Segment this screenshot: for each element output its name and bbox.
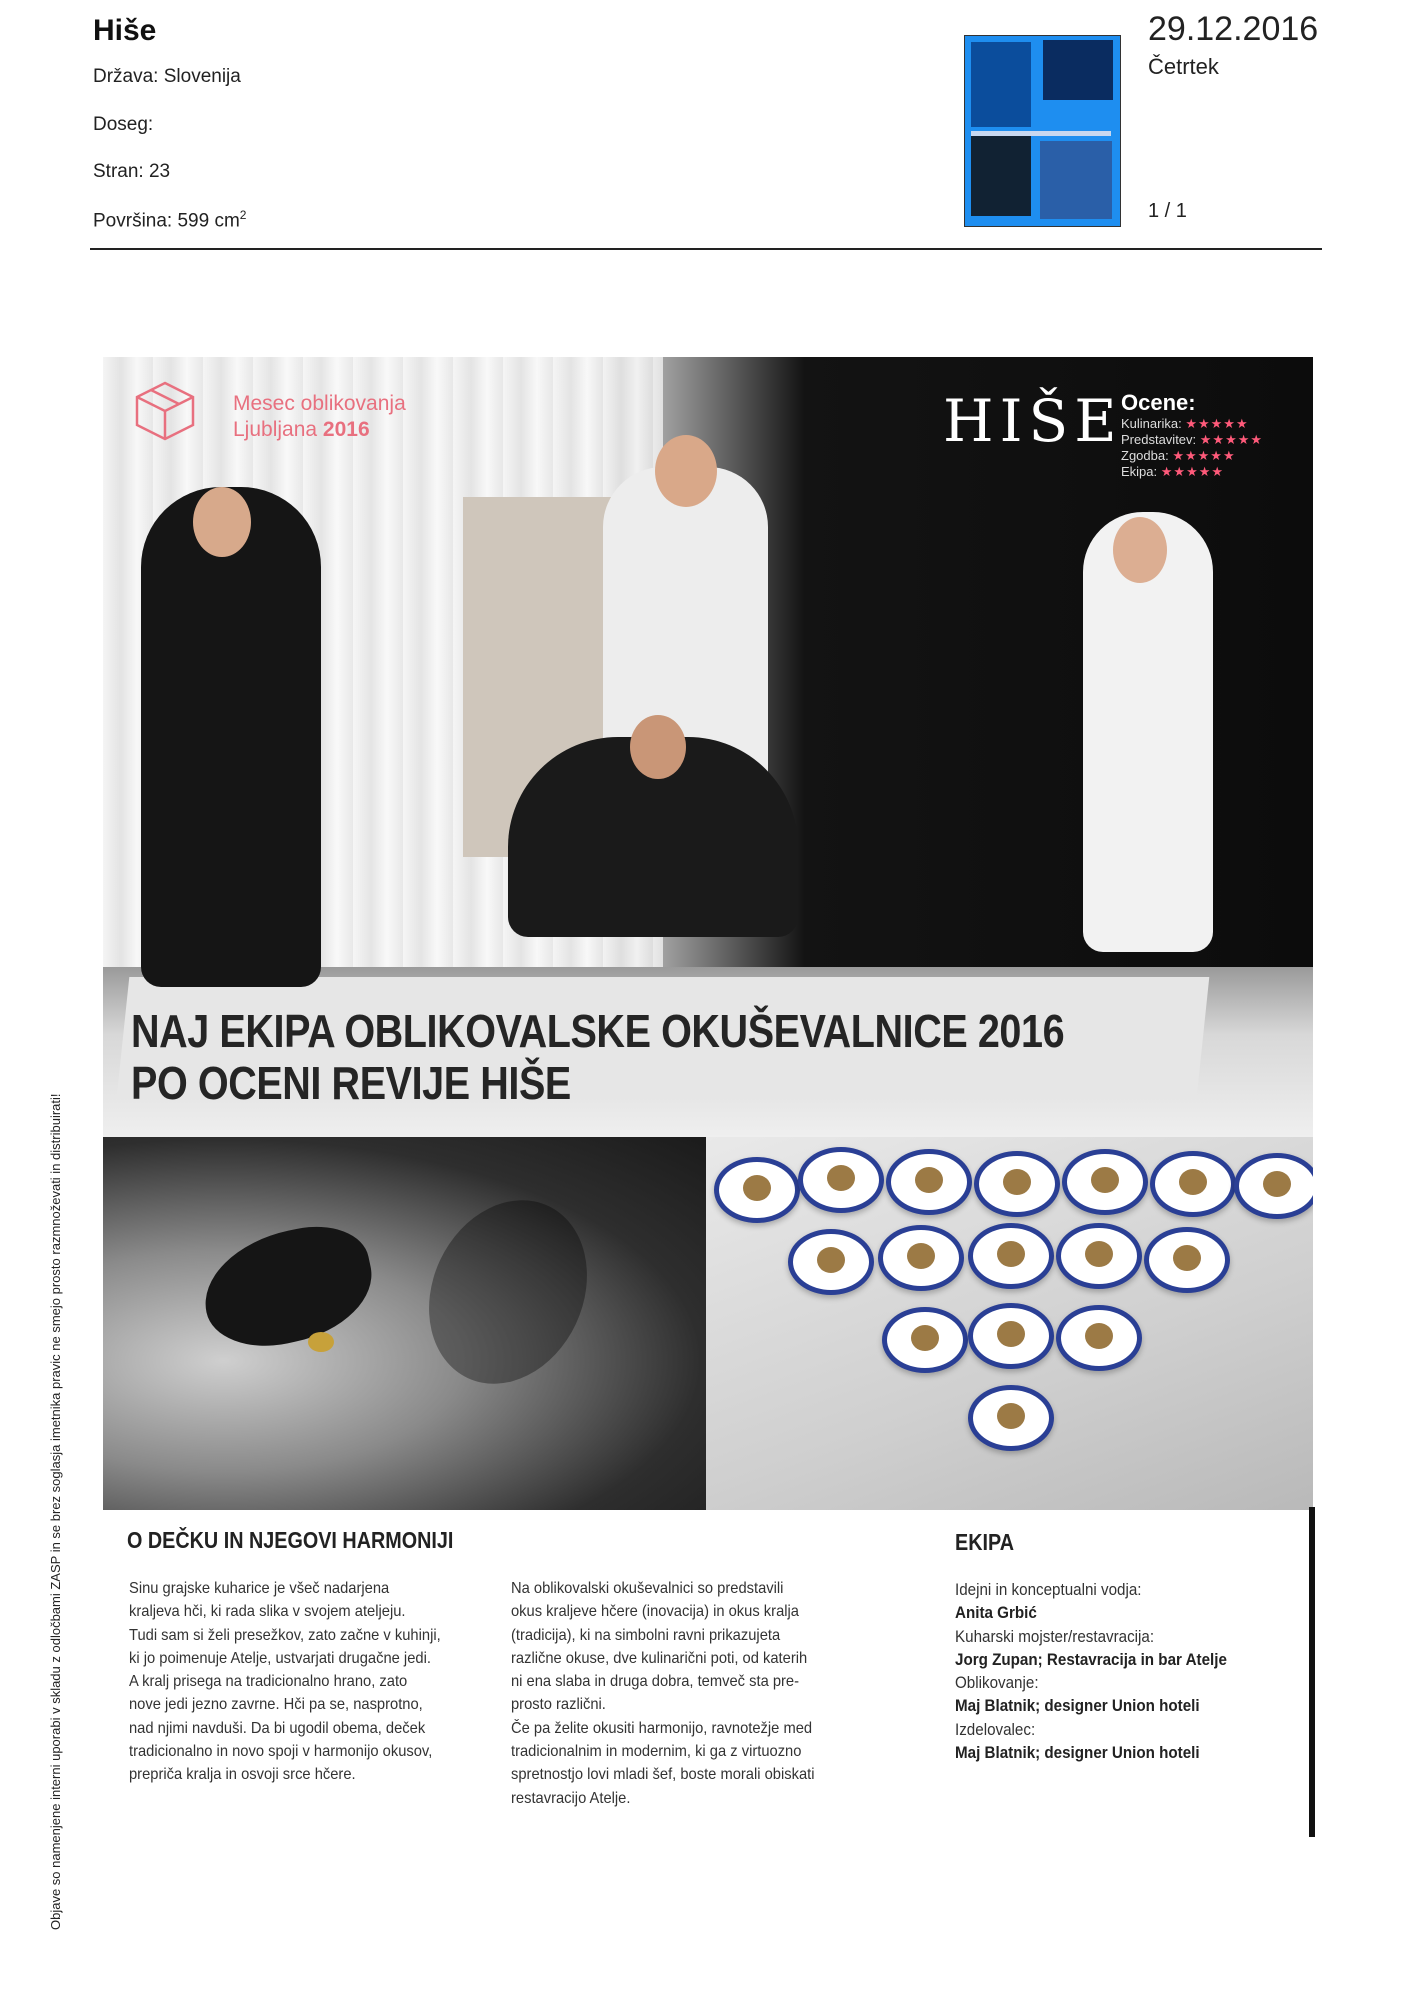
rating-label: Ekipa: [1121, 464, 1158, 479]
woman-in-black-head [193, 487, 251, 557]
team-credits [955, 1579, 1268, 1765]
rating-row [1121, 416, 1263, 432]
text-line: A kralj prisega na tradicionalno hrano, zato [129, 1673, 408, 1691]
text-line: nad njimi navduši. Da bi ugodil obema, deček [129, 1719, 426, 1737]
text-line: spretnostjo lovi mladi šef, boste morali obiskati [511, 1766, 815, 1784]
chef-head [655, 435, 717, 507]
text-line: (tradicija), ki na simbolni ravni prikazujeta [511, 1626, 781, 1644]
thumbnail-block [1043, 40, 1113, 100]
thumbnail-block [971, 42, 1031, 127]
event-city: Ljubljana [233, 418, 318, 441]
box-logo-icon [133, 379, 197, 443]
text-line: tradicionalnim in modernim, ki ga z virtuozno [511, 1743, 802, 1761]
page-thumbnail[interactable] [964, 35, 1121, 227]
text-line: kraljeva hči, ki rada slika v svojem ateljeju. [129, 1603, 406, 1621]
page-count: 1 / 1 [1148, 200, 1187, 222]
team-name: Anita Grbić [955, 1604, 1037, 1623]
plate [974, 1151, 1060, 1217]
article-clipping [103, 357, 1313, 1837]
rating-row [1121, 448, 1263, 464]
plate [1056, 1223, 1142, 1289]
text-line: okus kraljeve hčere (inovacija) in okus kralja [511, 1603, 799, 1621]
publication-title: Hiše [93, 14, 157, 47]
text-line: Tudi sam si želi presežkov, zato začne v kuhinji, [129, 1626, 441, 1644]
header-divider [90, 248, 1322, 250]
text-line: Če pa želite okusiti harmonijo, ravnotežje med [511, 1719, 813, 1737]
text-line: ki jo poimenuje Atelje, ustvarjati drugačne jedi. [129, 1649, 431, 1667]
plate [968, 1385, 1054, 1451]
publication-date: 29.12.2016 [1148, 10, 1319, 48]
text-line: nove jedi jezno zavrne. Hči pa se, nasprotno, [129, 1696, 423, 1714]
text-line: tradicionalno in novo spoji v harmonijo okusov, [129, 1743, 433, 1761]
reach-label: Doseg: [93, 114, 154, 135]
plate [886, 1149, 972, 1215]
section-title-team: EKIPA [955, 1529, 1014, 1555]
gloved-hand [193, 1216, 382, 1359]
rating-row [1121, 464, 1263, 480]
team-role: Kuharski mojster/restavracija: [955, 1627, 1155, 1646]
text-line: prepriča kralja in osvoji srce hčere. [129, 1766, 356, 1784]
plate [798, 1147, 884, 1213]
text-line: Sinu grajske kuharice je všeč nadarjena [129, 1580, 390, 1597]
page-number-label: Stran: 23 [93, 161, 171, 182]
section-title-story: O DEČKU IN NJEGOVI HARMONIJI [127, 1527, 454, 1553]
team-name: Maj Blatnik; designer Union hoteli [955, 1697, 1200, 1716]
magazine-logo: HIŠE [943, 387, 1123, 455]
text-line: restavracijo Atelje. [511, 1789, 631, 1807]
plate [968, 1223, 1054, 1289]
area-superscript: 2 [239, 208, 247, 222]
seated-man-head [630, 715, 686, 779]
plate [1234, 1153, 1313, 1219]
team-role: Izdelovalec: [955, 1720, 1036, 1739]
text-line: prosto različni. [511, 1696, 606, 1714]
team-photo [103, 357, 1313, 1137]
hand-shadow [400, 1174, 616, 1410]
rating-label: Predstavitev: [1121, 432, 1197, 447]
rating-stars-icon: ★★★★★ [1172, 448, 1236, 463]
text-line: Na oblikovalski okuševalnici so predstavili [511, 1580, 784, 1597]
headline-line-1: NAJ EKIPA OBLIKOVALSKE OKUŠEVALNICE 2016 [131, 1005, 1065, 1057]
plates-photo [706, 1137, 1313, 1510]
rating-label: Kulinarika: [1121, 416, 1182, 431]
plate [788, 1229, 874, 1295]
event-year: 2016 [322, 418, 370, 441]
food-morsel [308, 1332, 334, 1352]
team-name: Jorg Zupan; Restavracija in bar Atelje [955, 1650, 1227, 1669]
plate [1150, 1151, 1236, 1217]
area-text: Površina: 599 cm [93, 210, 240, 232]
plate [714, 1157, 800, 1223]
ratings-box [1121, 390, 1263, 480]
plate [1062, 1149, 1148, 1215]
rating-stars-icon: ★★★★★ [1199, 432, 1264, 447]
article-headline [131, 1005, 1064, 1109]
area-label [93, 208, 246, 232]
rating-stars-icon: ★★★★★ [1160, 464, 1225, 479]
rating-row [1121, 432, 1263, 448]
team-role: Oblikovanje: [955, 1674, 1039, 1693]
woman-in-white-head [1113, 517, 1167, 583]
text-line: različne okuse, dve kulinarični poti, od katerih [511, 1649, 808, 1667]
plate [1144, 1227, 1230, 1293]
publication-weekday: Četrtek [1148, 54, 1219, 79]
story-column-2 [511, 1577, 861, 1810]
event-city-year [233, 418, 370, 442]
ratings-title: Ocene: [1121, 390, 1196, 415]
rating-label: Zgodba: [1121, 448, 1169, 463]
copyright-notice: Objave so namenjene interni uporabi v skladu z odločbami ZASP in se brez soglasja imetnika pravic ne smejo prosto razmnoževati in distribuirati! [48, 1093, 63, 1930]
plate [882, 1307, 968, 1373]
thumbnail-block [1040, 141, 1112, 219]
page-edge-bar [1309, 1507, 1315, 1837]
team-role: Idejni in konceptualni vodja: [955, 1581, 1142, 1599]
headline-line-2: PO OCENI REVIJE HIŠE [131, 1057, 571, 1109]
woman-in-black-figure [141, 487, 321, 987]
thumbnail-block [971, 136, 1031, 216]
text-line: ni ena slaba in druga dobra, temveč sta pre- [511, 1673, 800, 1691]
plate [1056, 1305, 1142, 1371]
event-name: Mesec oblikovanja [233, 392, 406, 415]
country-label: Država: Slovenija [93, 66, 241, 87]
rating-stars-icon: ★★★★★ [1185, 416, 1249, 431]
plate [968, 1303, 1054, 1369]
team-name: Maj Blatnik; designer Union hoteli [955, 1744, 1200, 1763]
story-column-1 [129, 1577, 479, 1787]
gloved-hand-photo [103, 1137, 706, 1510]
plate [878, 1225, 964, 1291]
